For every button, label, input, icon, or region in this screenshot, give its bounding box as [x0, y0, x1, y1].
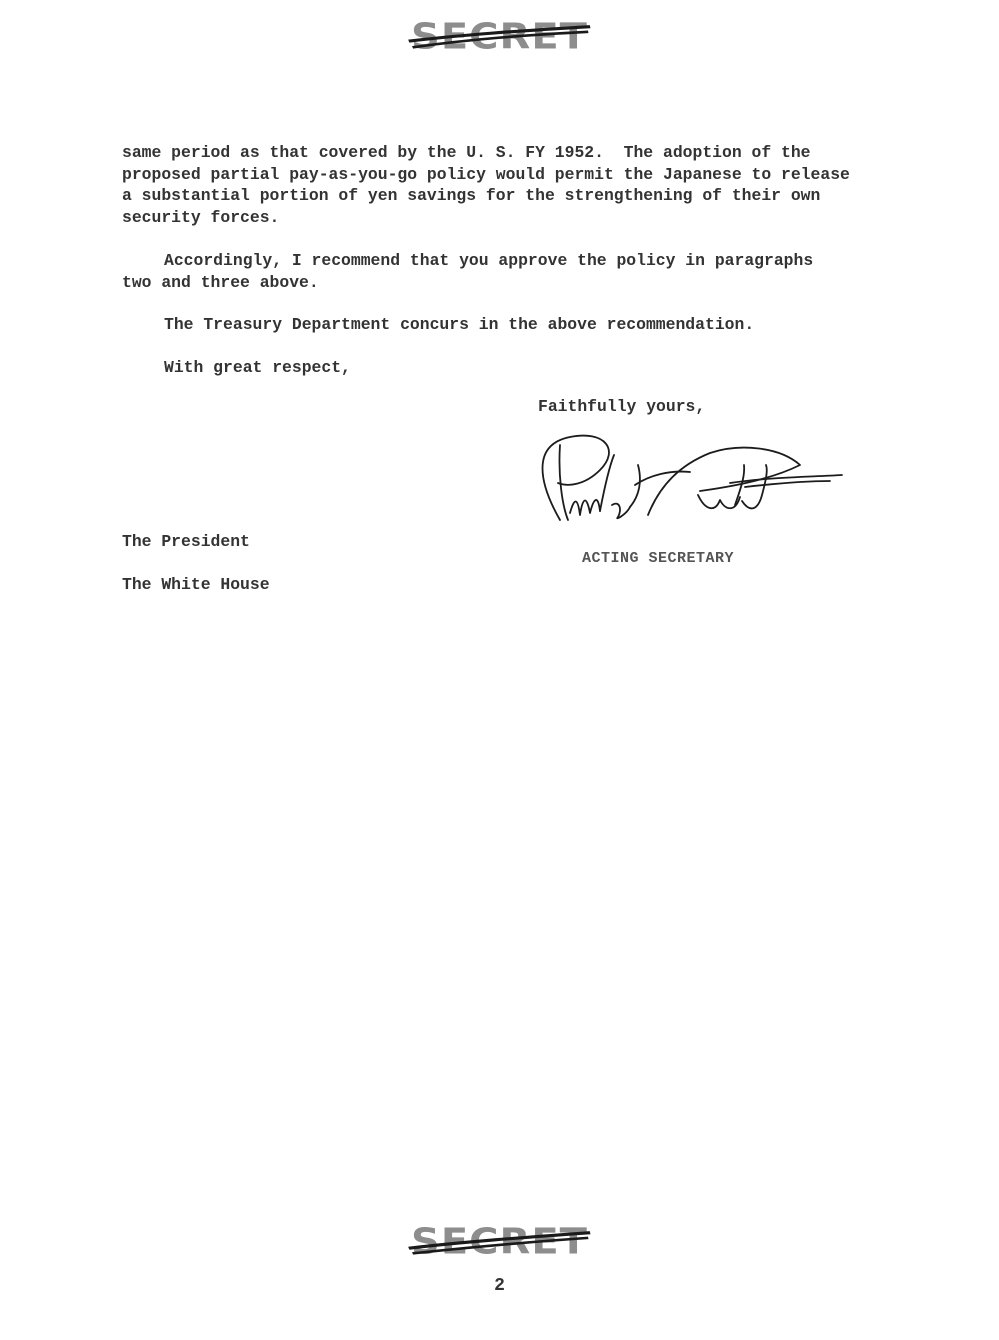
- addressee-line-1: The President: [122, 532, 250, 551]
- classification-stamp-bottom: [0, 1221, 999, 1262]
- page-number: 2: [494, 1276, 505, 1296]
- body-line: With great respect,: [164, 357, 351, 377]
- classification-text: SECRET: [411, 1221, 588, 1263]
- body-line: The Treasury Department concurs in the above recommendation.: [164, 315, 755, 334]
- signer-title: ACTING SECRETARY: [582, 550, 735, 567]
- body-line: same period as that covered by the U. S. FY 1952. The adoption of the: [122, 143, 811, 162]
- closing-salutation: Faithfully yours,: [538, 397, 706, 416]
- body-line: security forces.: [122, 207, 280, 227]
- classification-stamp-top: [0, 16, 999, 57]
- letter-body: [122, 142, 912, 378]
- strikethrough-mark: [405, 16, 594, 57]
- body-line: Accordingly, I recommend that you approve the policy in paragraphs: [164, 251, 814, 270]
- body-line: proposed partial pay-as-you-go policy would permit the Japanese to release: [122, 164, 850, 184]
- body-line: a substantial portion of yen savings for the strengthening of their own: [122, 186, 821, 205]
- classification-text: SECRET: [411, 16, 588, 58]
- addressee-line-2: The White House: [122, 575, 270, 594]
- strikethrough-mark: [405, 1221, 594, 1262]
- signature-image: [530, 425, 850, 550]
- body-line: two and three above.: [122, 272, 319, 292]
